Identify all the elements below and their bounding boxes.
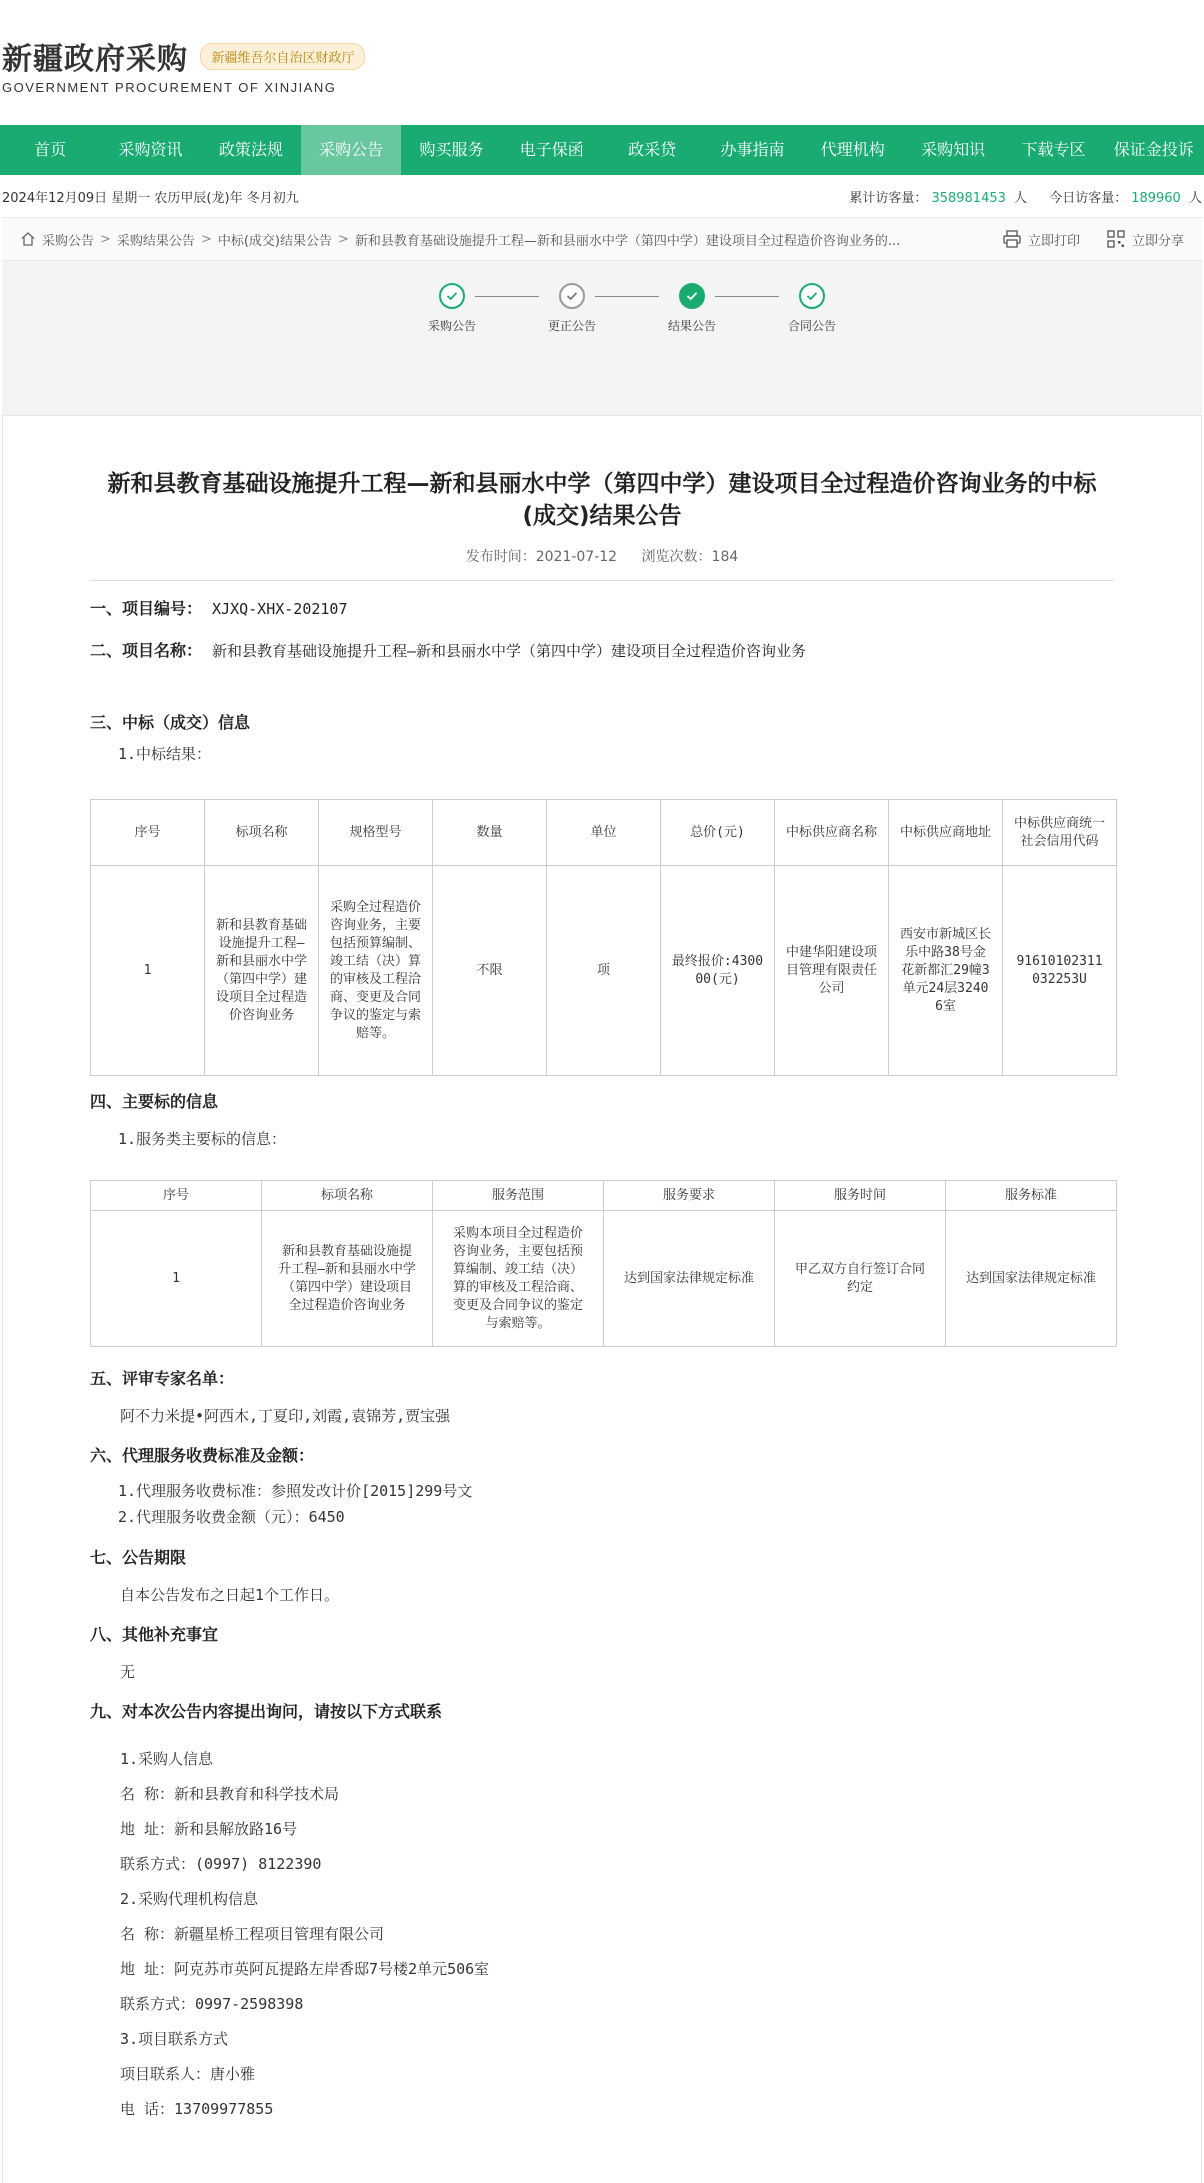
print-label: 立即打印 <box>1027 233 1080 249</box>
nav-item-agencies[interactable]: 代理机构 <box>820 140 885 159</box>
nav-item-downloads[interactable]: 下载专区 <box>1021 140 1086 159</box>
breadcrumb-bar <box>2 217 1202 261</box>
section-heading: 六、代理服务收费标准及金额： <box>90 1446 315 1465</box>
contact-line: 项目联系人：唐小雅 <box>120 2065 256 2083</box>
table-cell: 91610102311032253U <box>1003 866 1117 1076</box>
table-header-cell: 中标供应商名称 <box>775 800 889 866</box>
section-heading: 五、评审专家名单： <box>90 1369 235 1388</box>
step-contract-announcement[interactable] <box>752 283 872 334</box>
expert-list: 阿不力米提•阿西木,丁夏印,刘霞,袁锦芳,贾宝强 <box>120 1407 451 1425</box>
table-cell: 1 <box>91 1211 262 1347</box>
total-visitors-label: 累计访客量： <box>849 190 928 206</box>
contact-line: 2.采购代理机构信息 <box>120 1890 259 1908</box>
contact-line: 电 话：13709977855 <box>120 2100 274 2118</box>
table-header-cell: 数量 <box>433 800 547 866</box>
contact-line: 联系方式：(0997) 8122390 <box>120 1855 322 1873</box>
logo-title: 新疆政府采购 <box>2 42 188 77</box>
section-project-number <box>90 597 1114 621</box>
table-header-cell: 总价(元) <box>661 800 775 866</box>
table-cell: 项 <box>547 866 661 1076</box>
section-heading: 四、主要标的信息 <box>90 1092 219 1111</box>
section-heading: 八、其他补充事宜 <box>90 1625 219 1644</box>
contact-line: 名 称：新疆星桥工程项目管理有限公司 <box>120 1925 385 1943</box>
home-icon[interactable] <box>20 231 36 247</box>
site-logo[interactable] <box>2 34 365 95</box>
table-cell: 甲乙双方自行签订合同约定 <box>775 1211 946 1347</box>
table-cell: 采购本项目全过程造价咨询业务，主要包括预算编制、竣工结（决）算的审核及工程洽商、变更及合同争议的鉴定与索赔等。 <box>433 1211 604 1347</box>
table-cell: 新和县教育基础设施提升工程—新和县丽水中学（第四中学）建设项目全过程造价咨询业务 <box>205 866 319 1076</box>
table-cell: 西安市新城区长乐中路38号金花新都汇29幢3单元24层32406室 <box>889 866 1003 1076</box>
announcement-content <box>2 415 1202 2183</box>
breadcrumb: 采购公告 > 采购结果公告 > 中标(成交)结果公告 > 新和县教育基础设施提升工程—新和县丽水中学（第四中学）建设项目全过程造价咨询业务的... <box>20 230 900 249</box>
table-header-cell: 标项名称 <box>262 1181 433 1211</box>
project-number: XJXQ-XHX-202107 <box>212 600 348 618</box>
table-cell: 达到国家法律规定标准 <box>604 1211 775 1347</box>
check-circle-icon <box>679 283 705 309</box>
page-title: 新和县教育基础设施提升工程—新和县丽水中学（第四中学）建设项目全过程造价咨询业务的中标(成交)结果公告 <box>107 471 1097 529</box>
section-heading: 九、对本次公告内容提出询问，请按以下方式联系 <box>90 1702 443 1721</box>
step-result-announcement[interactable] <box>632 283 752 334</box>
doc-meta <box>90 546 1114 581</box>
nav-item-loan[interactable]: 政采贷 <box>628 140 677 159</box>
nav-item-news[interactable]: 采购资讯 <box>118 140 183 159</box>
section-heading: 七、公告期限 <box>90 1548 187 1567</box>
check-circle-icon <box>799 283 825 309</box>
qrcode-icon <box>1106 229 1126 249</box>
site-header <box>0 0 1204 125</box>
nav-item-e-guarantee[interactable]: 电子保函 <box>519 140 584 159</box>
nav-item-policy[interactable]: 政策法规 <box>218 140 283 159</box>
nav-item-guide[interactable]: 办事指南 <box>720 140 785 159</box>
today-visitors-label: 今日访客量： <box>1049 190 1128 206</box>
table-header-cell: 标项名称 <box>205 800 319 866</box>
fee-amount: 2.代理服务收费金额（元）：6450 <box>118 1508 345 1526</box>
nav-item-home[interactable]: 首页 <box>34 140 67 159</box>
section-heading: 一、项目编号： <box>90 599 203 618</box>
table-cell: 采购全过程造价咨询业务，主要包括预算编制、竣工结（决）算的审核及工程洽商、变更及合同争议的鉴定与索赔等。 <box>319 866 433 1076</box>
section-project-name <box>90 639 1114 663</box>
table-header-cell: 服务要求 <box>604 1181 775 1211</box>
table-cell: 中建华阳建设项目管理有限责任公司 <box>775 866 889 1076</box>
logo-english: GOVERNMENT PROCUREMENT OF XINJIANG <box>2 80 337 95</box>
table-header-cell: 服务时间 <box>775 1181 946 1211</box>
printer-icon <box>1002 229 1022 249</box>
logo-badge: 新疆维吾尔自治区财政厅 <box>200 43 365 70</box>
step-correction-announcement[interactable] <box>512 283 632 334</box>
other-matters: 无 <box>120 1663 136 1681</box>
table-header-cell: 服务范围 <box>433 1181 604 1211</box>
share-button[interactable] <box>1106 229 1184 249</box>
step-label: 结果公告 <box>667 319 716 333</box>
table-cell: 达到国家法律规定标准 <box>946 1211 1117 1347</box>
check-circle-icon <box>439 283 465 309</box>
contact-line: 名 称：新和县教育和科学技术局 <box>120 1785 340 1803</box>
nav-item-knowledge[interactable]: 采购知识 <box>921 140 986 159</box>
total-visitors-unit: 人 <box>1014 190 1028 206</box>
contact-line: 地 址：阿克苏市英阿瓦提路左岸香邸7号楼2单元506室 <box>120 1960 490 1978</box>
nav-item-deposit-complaint[interactable]: 保证金投诉 <box>1113 140 1194 159</box>
check-circle-icon <box>559 283 585 309</box>
breadcrumb-item[interactable]: 中标(成交)结果公告 <box>217 233 332 249</box>
table-header-row <box>91 800 1117 866</box>
contact-line: 联系方式：0997-2598398 <box>120 1995 304 2013</box>
nav-item-announcements[interactable]: 采购公告 <box>301 125 401 175</box>
contact-info <box>90 1742 1114 2127</box>
view-count: 浏览次数：184 <box>641 549 739 565</box>
notice-period: 自本公告发布之日起1个工作日。 <box>120 1586 340 1604</box>
award-result-table <box>90 799 1117 1076</box>
breadcrumb-item[interactable]: 采购结果公告 <box>116 233 195 249</box>
table-cell: 1 <box>91 866 205 1076</box>
table-row <box>91 866 1117 1076</box>
service-target-table <box>90 1180 1117 1347</box>
announcement-progress <box>2 261 1202 431</box>
table-header-cell: 序号 <box>91 800 205 866</box>
total-visitors-value: 358981453 <box>931 190 1006 206</box>
nav-item-services[interactable]: 购买服务 <box>419 140 484 159</box>
page-actions <box>976 229 1184 249</box>
step-label: 合同公告 <box>787 319 836 333</box>
fee-standard: 1.代理服务收费标准：参照发改计价[2015]299号文 <box>118 1482 473 1500</box>
contact-line: 3.项目联系方式 <box>120 2030 229 2048</box>
main-nav <box>0 125 1204 175</box>
table-cell: 不限 <box>433 866 547 1076</box>
progress-steps <box>392 283 872 334</box>
sub-heading: 1.服务类主要标的信息： <box>118 1130 287 1148</box>
print-button[interactable] <box>1002 229 1080 249</box>
table-header-cell: 中标供应商统一社会信用代码 <box>1003 800 1117 866</box>
table-header-row <box>91 1181 1117 1211</box>
publish-time: 发布时间：2021-07-12 <box>465 549 618 565</box>
breadcrumb-item[interactable]: 采购公告 <box>42 233 95 249</box>
today-visitors-value: 189960 <box>1131 190 1181 206</box>
table-cell: 新和县教育基础设施提升工程—新和县丽水中学（第四中学）建设项目全过程造价咨询业务 <box>262 1211 433 1347</box>
today-visitors-unit: 人 <box>1188 190 1202 206</box>
section-heading: 二、项目名称： <box>90 641 203 660</box>
contact-line: 1.采购人信息 <box>120 1750 214 1768</box>
date-text: 2024年12月09日 星期一 农历甲辰(龙)年 冬月初九 <box>2 190 299 206</box>
step-label: 采购公告 <box>427 319 476 333</box>
project-name: 新和县教育基础设施提升工程—新和县丽水中学（第四中学）建设项目全过程造价咨询业务 <box>212 642 807 660</box>
table-header-cell: 规格型号 <box>319 800 433 866</box>
table-header-cell: 单位 <box>547 800 661 866</box>
table-header-cell: 服务标准 <box>946 1181 1117 1211</box>
step-label: 更正公告 <box>547 319 596 333</box>
table-header-cell: 中标供应商地址 <box>889 800 1003 866</box>
table-cell: 最终报价:430000(元) <box>661 866 775 1076</box>
step-purchase-announcement[interactable] <box>392 283 512 334</box>
share-label: 立即分享 <box>1131 233 1184 249</box>
table-header-cell: 序号 <box>91 1181 262 1211</box>
sub-heading: 1.中标结果： <box>118 745 212 763</box>
section-heading: 三、中标（成交）信息 <box>90 713 251 732</box>
contact-line: 地 址：新和县解放路16号 <box>120 1820 298 1838</box>
table-row <box>91 1211 1117 1347</box>
info-bar <box>0 175 1204 217</box>
visitor-stats <box>845 187 1202 206</box>
breadcrumb-current: 新和县教育基础设施提升工程—新和县丽水中学（第四中学）建设项目全过程造价咨询业务的... <box>354 233 901 249</box>
